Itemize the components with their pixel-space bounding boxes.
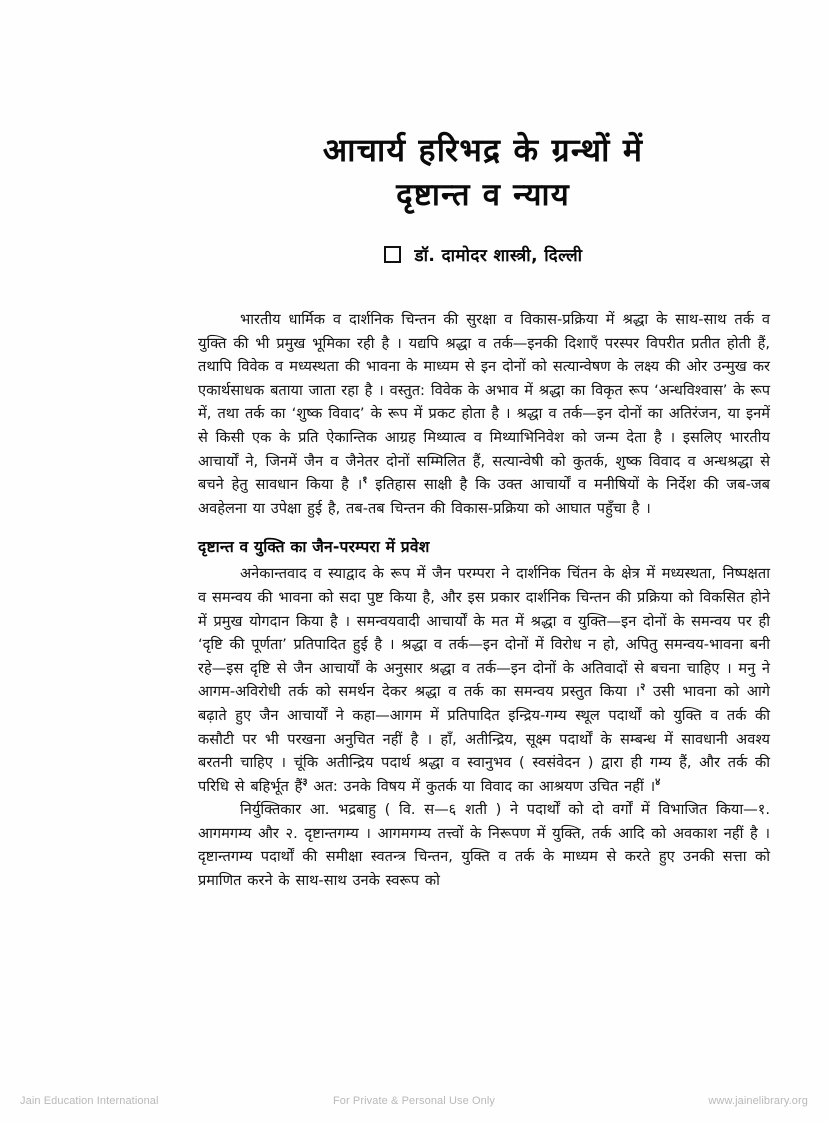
footer-usage-notice: For Private & Personal Use Only — [332, 1095, 496, 1107]
title-line-1: आचार्य हरिभद्र के ग्रन्थों में — [322, 131, 644, 169]
paragraph-2 — [198, 562, 770, 798]
author-name: डॉ. दामोदर शास्त्री, दिल्ली — [414, 246, 583, 266]
author-byline — [198, 243, 768, 266]
section-heading: दृष्टान्त व युक्ति का जैन-परम्परा में प्रवेश — [198, 538, 430, 557]
footer-organization: Jain Education International — [20, 1095, 159, 1107]
paragraph-2-continuation: उसी भावना को आगे बढ़ाते हुए जैन आचार्यों ने कहा—आगम में प्रतिपादित इन्द्रिय-गम्य स्थूल पदार्थों को युक्ति व तर्क की कसौटी पर भी परखना अनुचित नहीं है । हाँ, अतीन्द्रिय, सूक्ष्म पदार्थों के सम्बन्ध में सावधानी अवश्य बरतनी चाहिए । चूंकि अतीन्द्रिय पदार्थ श्रद्धा व स्वानुभव ( स्वसंवेदन ) द्वारा ही गम्य हैं, और तर्क की परिधि से बहिर्भूत हैं — [198, 683, 770, 795]
paragraph-1 — [198, 308, 770, 520]
footnote-marker-3: ३ — [302, 776, 308, 788]
paragraph-3-text: निर्युक्तिकार आ. भद्रबाहु ( वि. स—६ शती ) ने पदार्थों को दो वर्गों में विभाजित किया—१. आगमगम्य और २. दृष्टान्तगम्य । आगमगम्य तत्त्वों के निरूपण में युक्ति, तर्क आदि को अवकाश नहीं है । दृष्टान्तगम्य पदार्थों की समीक्षा स्वतन्त्र चिन्तन, युक्ति व तर्क के माध्यम से करते हुए उनकी सत्ता को प्रमाणित करने के साथ-साथ उनके स्वरूप को — [198, 801, 770, 890]
open-square-bullet-icon — [384, 246, 401, 263]
paragraph-1-text: भारतीय धार्मिक व दार्शनिक चिन्तन की सुरक्षा व विकास-प्रक्रिया में श्रद्धा के साथ-साथ तर्क व युक्ति की भी प्रमुख भूमिका रही है । यद्यपि श्रद्धा व तर्क—इनकी दिशाएँ परस्पर विपरीत प्रतीत होती हैं, तथापि विवेक व मध्यस्थता की भावना के माध्यम से इन दोनों को सत्यान्वेषण के लक्ष्य की ओर उन्मुख कर एकार्थसाधक बताया जाता रहा है । वस्तुत: विवेक के अभाव में श्रद्धा का विकृत रूप ‘अन्धविश्वास’ के रूप में, तथा तर्क का ‘शुष्क विवाद’ के रूप में प्रकट होता है । श्रद्धा व तर्क—इन दोनों का अतिरंजन, या इनमें से किसी एक के प्रति ऐकान्तिक आग्रह मिथ्यात्व व मिथ्याभिनिवेश को जन्म देता है । इसलिए भारतीय आचार्यों ने, जिनमें जैन व जैनेतर दोनों सम्मिलित हैं, सत्यान्वेषी को कुतर्क, शुष्क विवाद व अन्धश्रद्धा से बचने हेतु सावधान किया है । — [198, 311, 770, 494]
paragraph-2-text: अनेकान्तवाद व स्याद्वाद के रूप में जैन परम्परा ने दार्शनिक चिंतन के क्षेत्र में मध्यस्थता, निष्पक्षता व समन्वय की भावना को सदा पुष्ट किया है, और इस प्रकार दार्शनिक चिन्तन की प्रक्रिया को विकसित होने में प्रमुख योगदान किया है । समन्वयवादी आचार्यों के मत में श्रद्धा व युक्ति—इन दोनों के समन्वय पर ही ‘दृष्टि की पूर्णता’ प्रतिपादित हुई है । श्रद्धा व तर्क—इन दोनों में विरोध न हो, अपितु समन्वय-भावना बनी रहे—इस दृष्टि से जैन आचार्यों के अनुसार श्रद्धा व तर्क—इन दोनों के अतिवादों से बचना चाहिए । मनु ने आगम-अविरोधी तर्क को समर्थन देकर श्रद्धा व तर्क का समन्वय प्रस्तुत किया । — [198, 565, 770, 701]
paragraph-1-continuation: इतिहास साक्षी है कि उक्त आचार्यों व मनीषियों के निर्देश की जब-जब अवहेलना या उपेक्षा हुई है, तब-तब चिन्तन की विकास-प्रक्रिया को आघात पहुँचा है । — [198, 476, 770, 517]
page-title — [198, 128, 768, 217]
article-body — [198, 308, 770, 893]
footer-website-url[interactable]: www.jainelibrary.org — [708, 1095, 808, 1107]
footnote-marker-1: १ — [362, 475, 368, 487]
page-footer — [0, 1091, 828, 1111]
footnote-marker-4: ४ — [655, 776, 661, 788]
paragraph-2-continuation-2: अत: उनके विषय में कुतर्क या विवाद का आश्रयण उचित नहीं । — [307, 777, 656, 795]
title-line-2: दृष्टान्त व न्याय — [396, 177, 570, 214]
footnote-marker-2: २ — [640, 682, 646, 694]
paragraph-3 — [198, 798, 770, 892]
